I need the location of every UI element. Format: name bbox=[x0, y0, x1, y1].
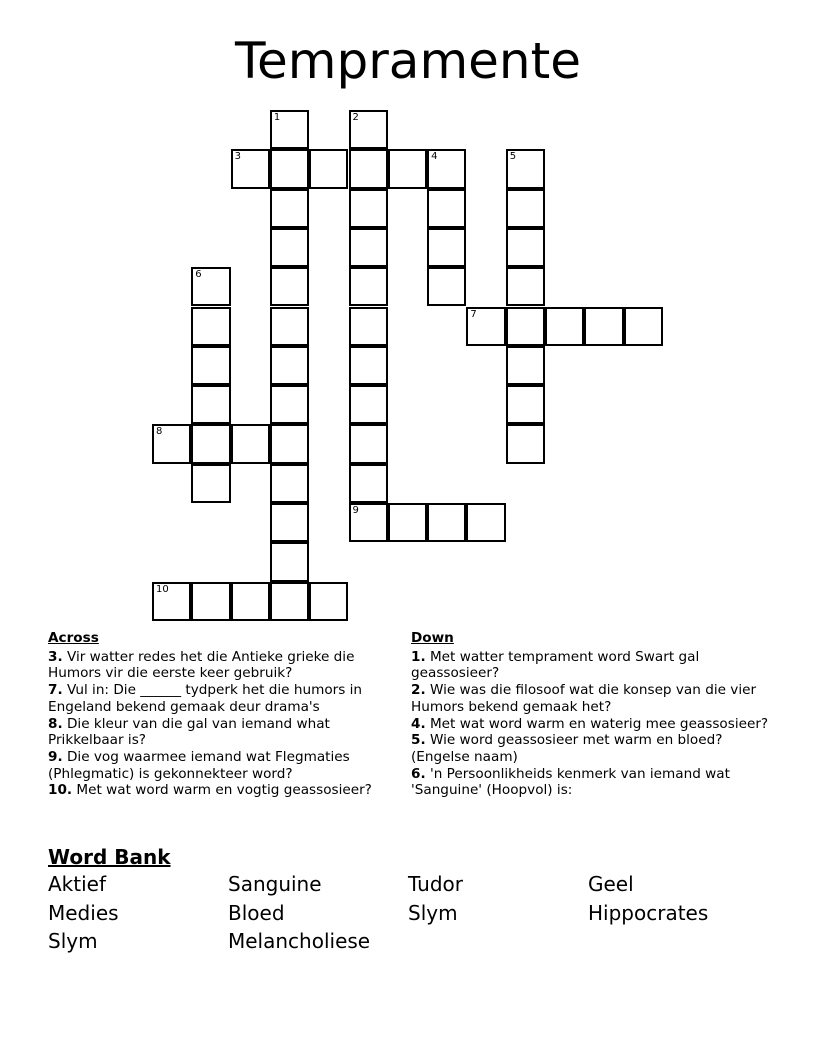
crossword-cell[interactable] bbox=[270, 503, 309, 542]
crossword-cell[interactable] bbox=[191, 582, 230, 621]
across-heading: Across bbox=[48, 630, 99, 646]
crossword-cell[interactable] bbox=[270, 267, 309, 306]
page-title: Tempramente bbox=[235, 32, 581, 90]
crossword-cell[interactable] bbox=[349, 149, 388, 188]
clue-text: 'n Persoonlikheids kenmerk van iemand wat 'Sanguine' (Hoopvol) is: bbox=[411, 765, 730, 799]
crossword-cell[interactable] bbox=[427, 149, 466, 188]
crossword-cell[interactable] bbox=[270, 424, 309, 463]
cell-number: 6 bbox=[195, 269, 202, 281]
crossword-cell[interactable] bbox=[466, 503, 505, 542]
crossword-cell[interactable] bbox=[270, 110, 309, 149]
cell-number: 4 bbox=[431, 151, 438, 163]
down-clues bbox=[411, 630, 771, 799]
crossword-cell[interactable] bbox=[506, 424, 545, 463]
crossword-cell[interactable] bbox=[270, 346, 309, 385]
crossword-cell[interactable] bbox=[270, 307, 309, 346]
crossword-cell[interactable] bbox=[191, 267, 230, 306]
crossword-cell[interactable] bbox=[545, 307, 584, 346]
crossword-cell[interactable] bbox=[309, 149, 348, 188]
clue-number: 9. bbox=[48, 748, 63, 765]
crossword-cell[interactable] bbox=[388, 503, 427, 542]
crossword-cell[interactable] bbox=[506, 189, 545, 228]
clue-number: 2. bbox=[411, 682, 426, 699]
crossword-cell[interactable] bbox=[349, 424, 388, 463]
crossword-cell[interactable] bbox=[427, 189, 466, 228]
crossword-cell[interactable] bbox=[427, 228, 466, 267]
word-bank-item: Aktief bbox=[48, 872, 107, 896]
crossword-cell[interactable] bbox=[427, 503, 466, 542]
clue-number: 3. bbox=[48, 648, 63, 665]
word-bank-item: Sanguine bbox=[228, 872, 322, 896]
down-clue bbox=[411, 732, 771, 765]
crossword-cell[interactable] bbox=[466, 307, 505, 346]
clue-text: Met wat word warm en vogtig geassosieer? bbox=[76, 782, 372, 799]
clue-text: Wie word geassosieer met warm en bloed? (Engelse naam) bbox=[411, 732, 723, 765]
across-clue bbox=[48, 682, 408, 715]
clue-number: 10. bbox=[48, 782, 73, 799]
word-bank-item: Bloed bbox=[228, 900, 285, 925]
across-clue bbox=[48, 716, 408, 749]
word-bank-item: Medies bbox=[48, 900, 119, 925]
cell-number: 3 bbox=[234, 151, 241, 163]
down-heading: Down bbox=[411, 630, 454, 646]
crossword-cell[interactable] bbox=[270, 464, 309, 503]
clue-text: Met wat word warm en waterig mee geassosieer? bbox=[429, 715, 769, 732]
crossword-cell[interactable] bbox=[427, 267, 466, 306]
cell-number: 9 bbox=[352, 505, 359, 516]
word-bank-item: Geel bbox=[588, 872, 634, 896]
clue-number: 5. bbox=[411, 732, 426, 749]
crossword-cell[interactable] bbox=[349, 385, 388, 424]
crossword-cell[interactable] bbox=[152, 582, 191, 621]
crossword-cell[interactable] bbox=[270, 189, 309, 228]
crossword-cell[interactable] bbox=[349, 110, 388, 149]
clue-number: 8. bbox=[48, 715, 63, 732]
crossword-cell[interactable] bbox=[191, 307, 230, 346]
crossword-cell[interactable] bbox=[231, 149, 270, 188]
crossword-cell[interactable] bbox=[349, 307, 388, 346]
crossword-cell[interactable] bbox=[270, 385, 309, 424]
crossword-cell[interactable] bbox=[270, 542, 309, 581]
crossword-cell[interactable] bbox=[506, 346, 545, 385]
crossword-cell[interactable] bbox=[191, 385, 230, 424]
word-bank-item: Slym bbox=[408, 900, 458, 925]
crossword-cell[interactable] bbox=[231, 582, 270, 621]
clue-number: 6. bbox=[411, 765, 426, 782]
crossword-cell[interactable] bbox=[624, 307, 663, 346]
cell-number: 8 bbox=[156, 426, 163, 438]
across-clues bbox=[48, 630, 408, 799]
crossword-cell[interactable] bbox=[191, 424, 230, 463]
crossword-cell[interactable] bbox=[191, 346, 230, 385]
crossword-cell[interactable] bbox=[506, 149, 545, 188]
crossword-cell[interactable] bbox=[349, 189, 388, 228]
down-clue bbox=[411, 716, 771, 733]
clue-text: Wie was die filosoof wat die konsep van die vier Humors bekend gemaak het? bbox=[411, 682, 757, 715]
word-bank-item: Hippocrates bbox=[588, 900, 709, 925]
down-clue bbox=[411, 682, 771, 715]
cell-number: 7 bbox=[470, 308, 477, 320]
crossword-cell[interactable] bbox=[506, 307, 545, 346]
crossword-cell[interactable] bbox=[152, 424, 191, 463]
clue-text: Vir watter redes het die Antieke grieke die Humors vir die eerste keer gebruik? bbox=[48, 648, 355, 682]
cell-number: 10 bbox=[156, 583, 169, 595]
word-bank-title: Word Bank bbox=[48, 845, 171, 869]
crossword-cell[interactable] bbox=[270, 228, 309, 267]
across-clue bbox=[48, 782, 408, 799]
crossword-cell[interactable] bbox=[584, 307, 623, 346]
word-bank-item: Tudor bbox=[408, 872, 464, 896]
cell-number: 1 bbox=[273, 112, 281, 123]
crossword-cell[interactable] bbox=[309, 582, 348, 621]
cell-number: 2 bbox=[352, 112, 359, 123]
crossword-cell[interactable] bbox=[270, 582, 309, 621]
crossword-cell[interactable] bbox=[506, 228, 545, 267]
down-clue bbox=[411, 766, 771, 799]
clue-text: Met watter temprament word Swart gal geassosieer? bbox=[411, 648, 700, 682]
crossword-cell[interactable] bbox=[349, 228, 388, 267]
crossword-cell[interactable] bbox=[349, 503, 388, 542]
cell-number: 5 bbox=[509, 151, 517, 163]
across-clue bbox=[48, 749, 408, 782]
crossword-cell[interactable] bbox=[349, 346, 388, 385]
word-bank-item: Melancholiese bbox=[228, 929, 371, 953]
clue-number: 1. bbox=[411, 648, 426, 665]
clue-number: 4. bbox=[411, 715, 426, 732]
down-clue bbox=[411, 649, 771, 682]
crossword-cell[interactable] bbox=[506, 385, 545, 424]
crossword-cell[interactable] bbox=[349, 267, 388, 306]
crossword-cell[interactable] bbox=[270, 149, 309, 188]
clue-text: Vul in: Die ______ tydperk het die humors in Engeland bekend gemaak deur drama's bbox=[48, 682, 363, 715]
clue-number: 7. bbox=[48, 682, 63, 699]
crossword-cell[interactable] bbox=[191, 464, 230, 503]
crossword-cell[interactable] bbox=[349, 464, 388, 503]
crossword-cell[interactable] bbox=[388, 149, 427, 188]
crossword-cell[interactable] bbox=[506, 267, 545, 306]
clue-text: Die vog waarmee iemand wat Flegmaties (Phlegmatic) is gekonnekteer word? bbox=[48, 748, 350, 782]
across-clue bbox=[48, 649, 408, 682]
crossword-cell[interactable] bbox=[231, 424, 270, 463]
word-bank-item: Slym bbox=[48, 929, 98, 953]
clue-text: Die kleur van die gal van iemand what Prikkelbaar is? bbox=[48, 715, 330, 749]
